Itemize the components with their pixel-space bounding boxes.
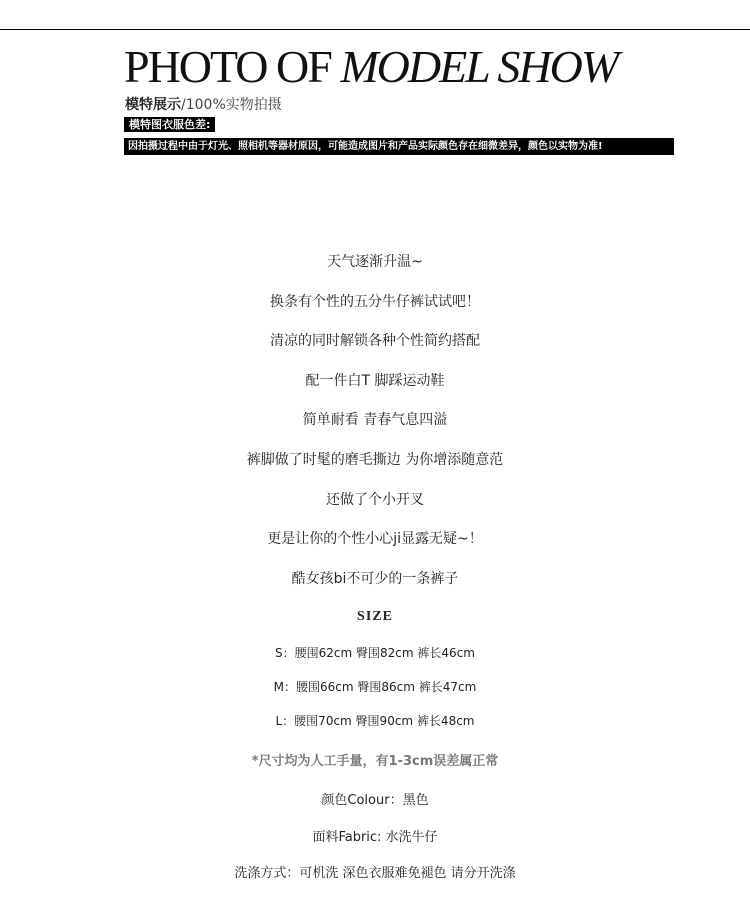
subheading-rest: /100%实物拍摄 bbox=[181, 97, 282, 113]
spec-colour: 颜色Colour：黑色 bbox=[321, 793, 429, 808]
size-row-l: L：腰围70cm 臀围90cm 裤长48cm bbox=[275, 714, 475, 728]
headline bbox=[124, 41, 618, 92]
spec-fabric: 面料Fabric: 水洗牛仔 bbox=[312, 830, 438, 845]
color-note-label: 模特图衣服色差: bbox=[124, 117, 215, 132]
subheading bbox=[125, 94, 282, 114]
size-table bbox=[0, 644, 750, 746]
spec-washing: 洗涤方式：可机洗 深色衣服难免褪色 请分开洗涤 bbox=[234, 866, 516, 881]
description-line: 配一件白T 脚踩运动鞋 bbox=[305, 372, 445, 389]
description-line: 换条有个性的五分牛仔裤试试吧！ bbox=[270, 293, 480, 310]
description-line: 裤脚做了时髦的磨毛撕边 为你增添随意范 bbox=[246, 451, 504, 468]
size-row-m: M：腰围66cm 臀围86cm 裤长47cm bbox=[273, 680, 477, 694]
description-line: 酷女孩bi不可少的一条裤子 bbox=[291, 570, 459, 587]
color-note-text: 因拍摄过程中由于灯光、照相机等器材原因，可能造成图片和产品实际颜色存在细微差异，颜色以实物为准! bbox=[124, 138, 674, 155]
description-line: 清凉的同时解锁各种个性简约搭配 bbox=[270, 333, 480, 350]
headline-roman: PHOTO OF bbox=[124, 41, 341, 92]
product-description bbox=[0, 250, 750, 606]
description-line: 更是让你的个性小心ji显露无疑~！ bbox=[267, 531, 483, 548]
headline-italic: MODEL SHOW bbox=[340, 41, 618, 92]
subheading-main: 模特展示 bbox=[125, 97, 181, 113]
size-note: *尺寸均为人工手量，有1-3cm误差属正常 bbox=[251, 754, 499, 769]
description-line: 天气逐渐升温~ bbox=[327, 254, 423, 270]
top-divider bbox=[0, 29, 750, 30]
description-line: 还做了个小开叉 bbox=[326, 491, 424, 508]
size-row-s: S：腰围62cm 臀围82cm 裤长46cm bbox=[275, 646, 475, 660]
size-title: SIZE bbox=[357, 609, 393, 624]
description-line: 简单耐看 青春气息四溢 bbox=[302, 412, 448, 429]
